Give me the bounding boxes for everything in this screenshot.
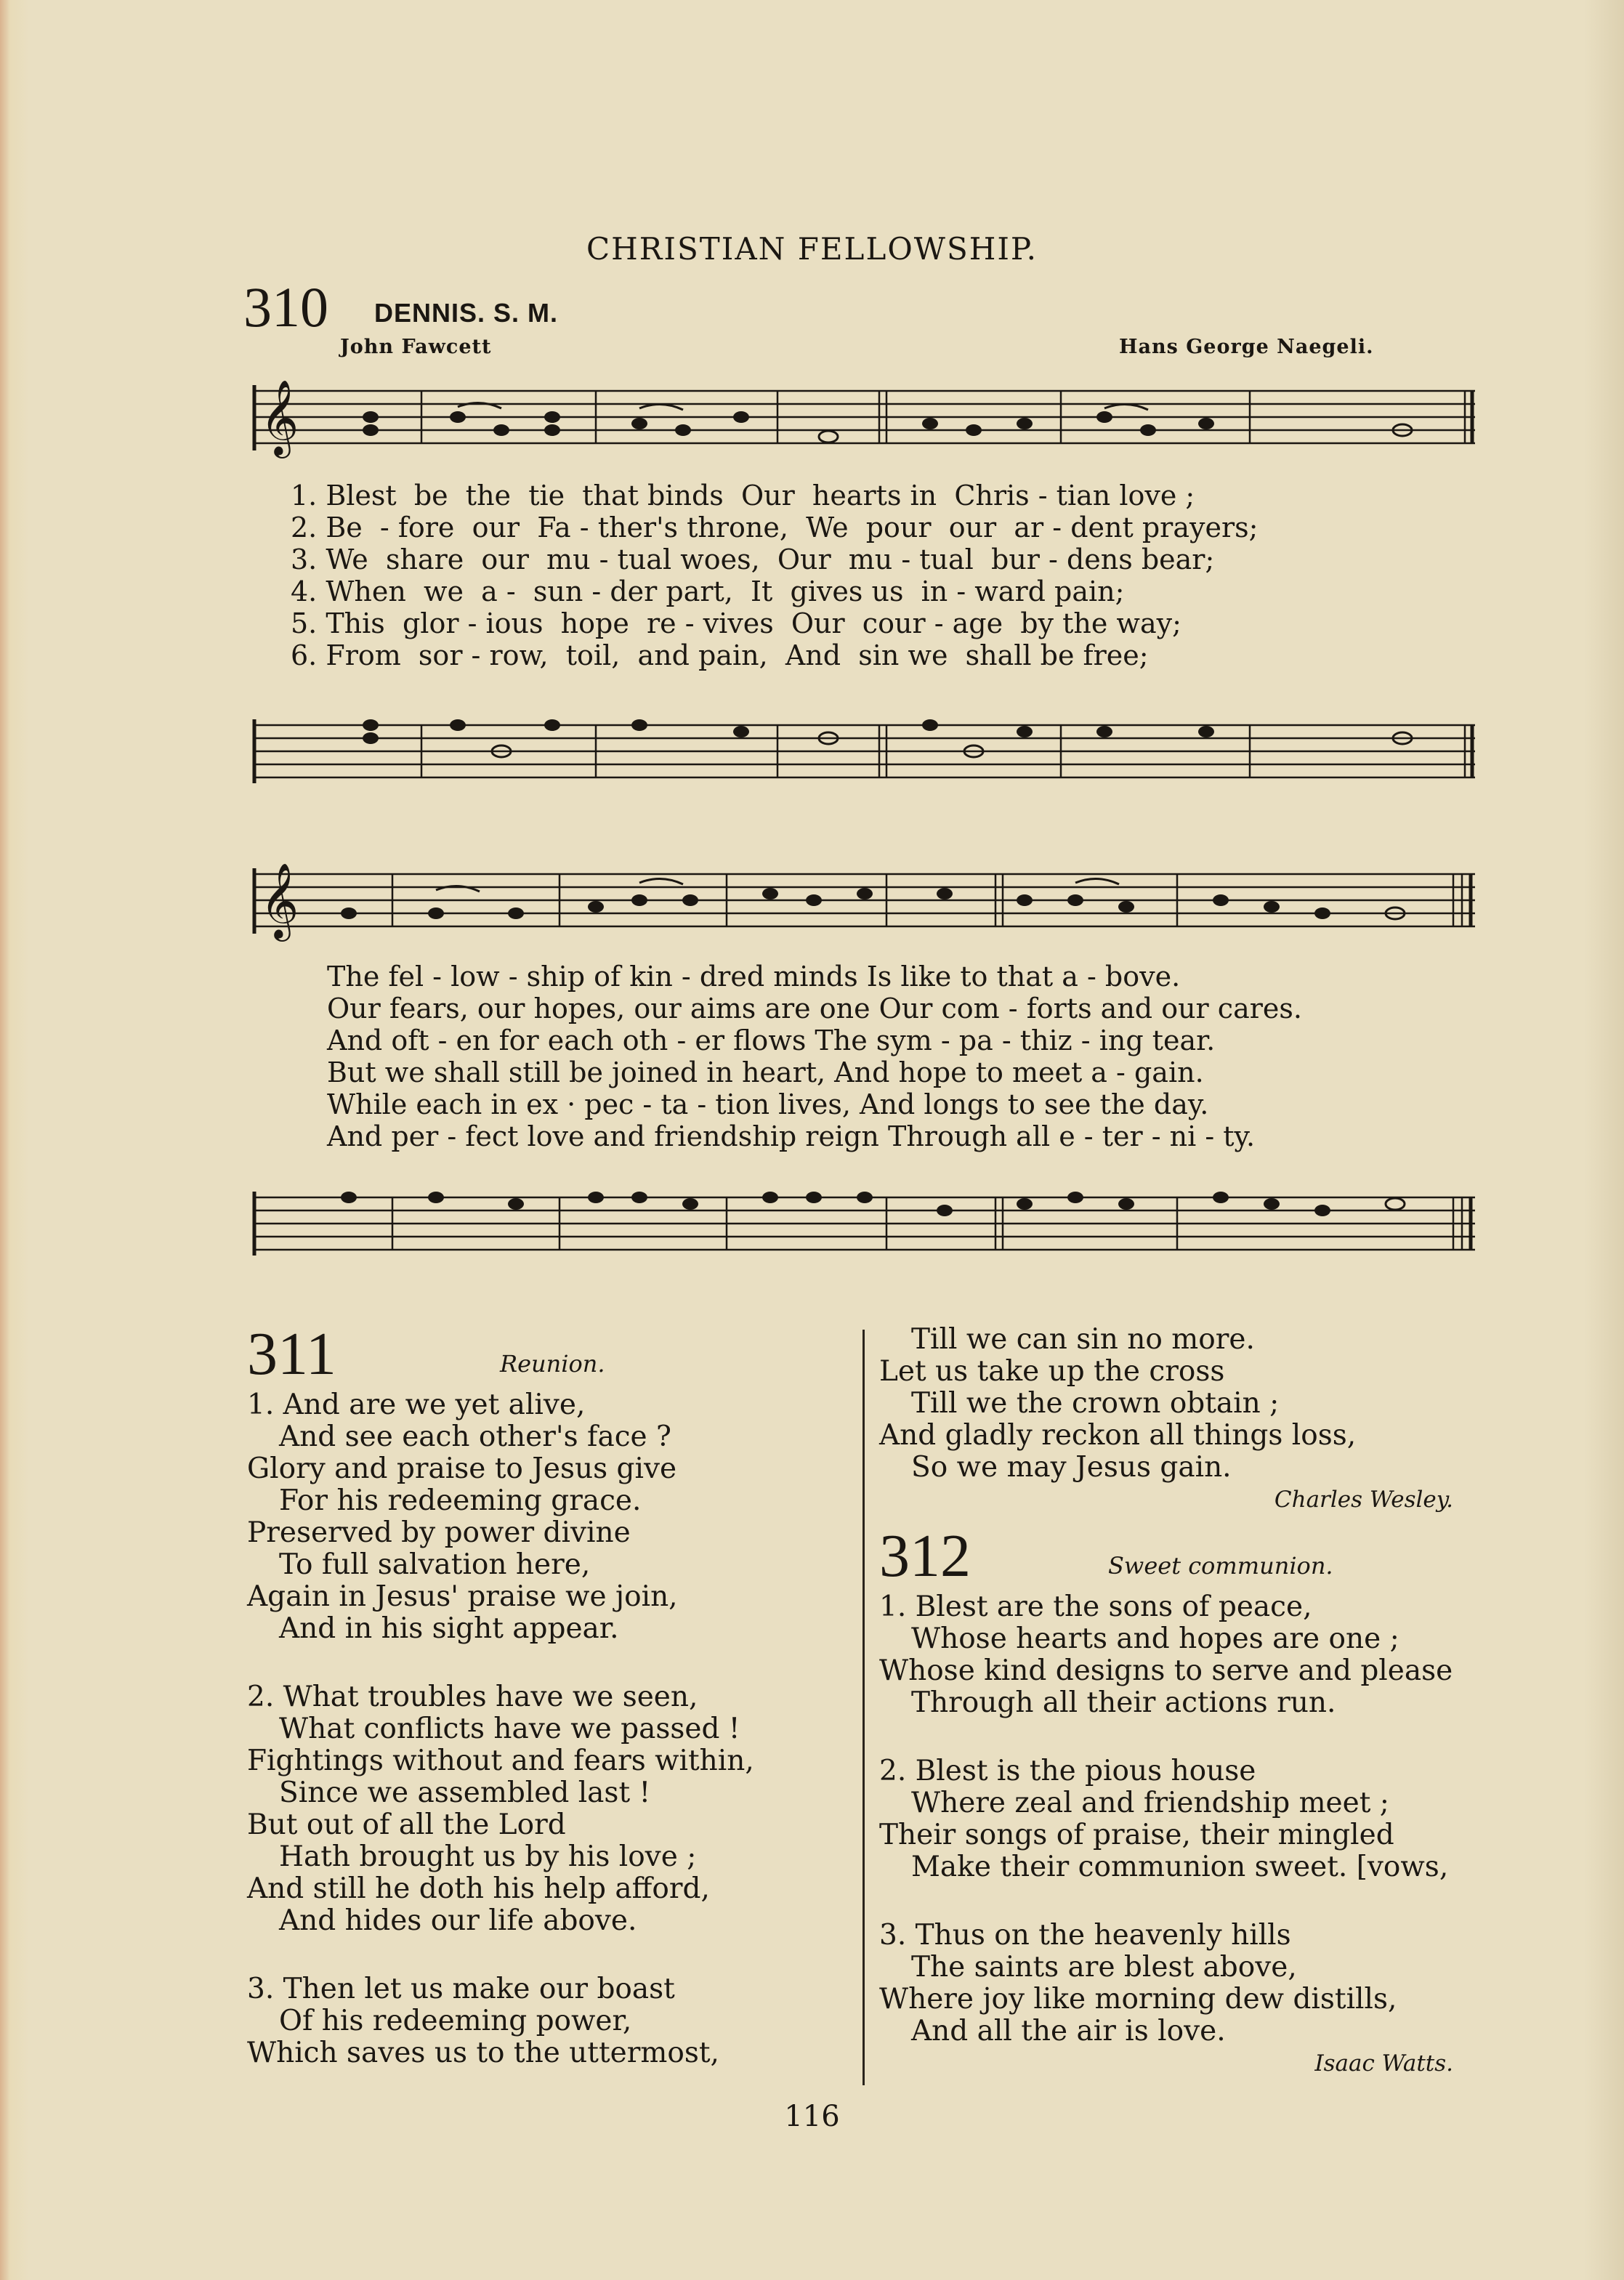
bass-staff-2 [247,1163,1482,1279]
verse-line-2-2: Our fears, our hopes, our aims are one Our com - forts and our cares. [327,993,1302,1024]
poem-line: Till we can sin no more. [911,1323,1255,1356]
verse-line-1-1: 1. Blest be the tie that binds Our hearts in Chris - tian love ; [291,480,1195,512]
poem-line: And gladly reckon all things loss, [879,1419,1357,1452]
poem-line: Of his redeeming power, [279,2005,632,2037]
hymn-312-text [879,1591,1461,2079]
column-divider [863,1330,865,2085]
hymn-312-number: 312 [879,1522,971,1590]
poem-line: 2. Blest is the pious house [879,1755,1256,1787]
poem-line: And see each other's face ? [279,1420,671,1453]
verse-line-2-5: While each in ex · pec - ta - tion lives, And longs to see the day. [327,1088,1209,1120]
poem-line: Where joy like morning dew distills, [879,1983,1397,2016]
poem-line: The saints are blest above, [911,1951,1297,1984]
poem-line: 3. Then let us make our boast [247,1973,675,2005]
verse-line-1-2: 2. Be - fore our Fa - ther's throne, We pour our ar - dent prayers; [291,512,1259,543]
poem-line: Which saves us to the uttermost, [247,2037,719,2069]
verse-line-1-4: 4. When we a - sun - der part, It gives us in - ward pain; [291,575,1125,607]
poem-line: 1. Blest are the sons of peace, [879,1590,1312,1623]
bass-staff-1 [247,690,1482,807]
poem-line: And still he doth his help afford, [247,1872,710,1905]
poem-line: And in his sight appear. [279,1612,619,1645]
poem-line: Where zeal and friendship meet ; [911,1787,1389,1819]
verse-line-2-6: And per - fect love and friendship reign Through all e - ter - ni - ty. [327,1120,1256,1152]
hymn-312-author: Isaac Watts. [1314,2050,1453,2077]
svg-text:𝄞: 𝄞 [260,379,299,456]
hymn-311-text [247,1389,850,2069]
poem-line: Fightings without and fears within, [247,1745,754,1777]
verses-part1 [291,480,1468,676]
composer-credit: Hans George Naegeli. [1119,336,1374,358]
verse-line-1-6: 6. From sor - row, toil, and pain, And sin we shall be free; [291,639,1149,671]
poem-line: Through all their actions run. [911,1686,1336,1719]
treble-staff-1 [247,371,1482,480]
poem-line: Since we assembled last ! [279,1776,651,1809]
poem-line: What conflicts have we passed ! [279,1713,740,1745]
poem-line: Whose kind designs to serve and please [879,1654,1453,1687]
verse-line-2-3: And oft - en for each oth - er flows The sym - pa - thiz - ing tear. [327,1024,1216,1056]
verse-line-1-3: 3. We share our mu - tual woes, Our mu - tual bur - dens bear; [291,543,1215,575]
author-credit: John Fawcett [340,336,492,358]
poem-line: Make their communion sweet. [vows, [911,1851,1449,1883]
page-number: 116 [784,2100,840,2133]
poem-line: And hides our life above. [279,1904,637,1937]
hymn-311-subtitle: Reunion. [500,1350,605,1378]
hymn-312-subtitle: Sweet communion. [1108,1552,1333,1580]
poem-line: So we may Jesus gain. [911,1451,1232,1484]
poem-line: Whose hearts and hopes are one ; [911,1622,1399,1655]
hymn-311-number: 311 [247,1320,336,1388]
poem-line: But out of all the Lord [247,1808,566,1841]
hymn-number: 310 [243,275,328,339]
hymn-311-continuation [879,1324,1461,1516]
treble-staff-2 [247,854,1482,963]
poem-line: Hath brought us by his love ; [279,1840,697,1873]
verse-line-1-5: 5. This glor - ious hope re - vives Our cour - age by the way; [291,607,1181,639]
poem-line: To full salvation here, [279,1548,591,1581]
poem-line: 2. What troubles have we seen, [247,1681,698,1713]
poem-line: Till we the crown obtain ; [911,1387,1280,1420]
section-title: CHRISTIAN FELLOWSHIP. [586,231,1038,267]
hymn-311-author: Charles Wesley. [1274,1487,1453,1513]
poem-line: For his redeeming grace. [279,1484,642,1517]
verse-line-2-1: The fel - low - ship of kin - dred minds Is like to that a - bove. [327,961,1181,993]
tune-name: DENNIS. S. M. [374,298,559,328]
poem-line: 3. Thus on the heavenly hills [879,1919,1291,1952]
poem-line: Let us take up the cross [879,1355,1225,1388]
poem-line: Again in Jesus' praise we join, [247,1580,678,1613]
poem-line: Their songs of praise, their mingled [879,1819,1394,1851]
poem-line: Glory and praise to Jesus give [247,1452,677,1485]
poem-line: Preserved by power divine [247,1516,631,1549]
verse-line-2-4: But we shall still be joined in heart, And hope to meet a - gain. [327,1056,1204,1088]
svg-text:𝄞: 𝄞 [260,862,299,939]
poem-line: 1. And are we yet alive, [247,1388,586,1421]
poem-line: And all the air is love. [911,2015,1226,2047]
